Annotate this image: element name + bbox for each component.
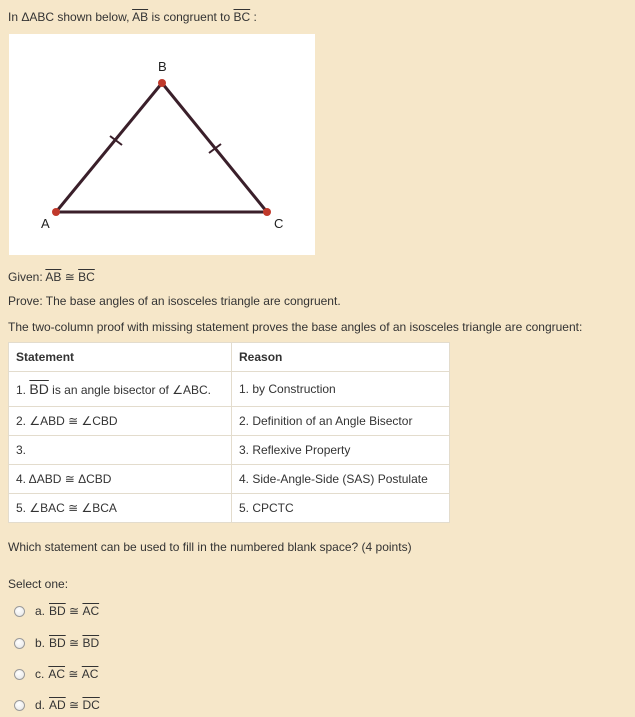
option-letter: b. xyxy=(35,636,46,650)
segment-ab: $\overline{AB}$ xyxy=(132,10,149,24)
label-c: C xyxy=(274,216,284,231)
two-column-intro: The two-column proof with missing statement proves the base angles of an isosceles triangle are congruent: xyxy=(8,320,583,334)
option-seg2: $\overline{AC}$ xyxy=(82,604,100,618)
statement-cell: 5. ∠BAC ≅ ∠BCA xyxy=(9,494,232,523)
statement-cell: 2. ∠ABD ≅ ∠CBD xyxy=(9,407,232,436)
label-a: A xyxy=(41,216,50,231)
intro-suffix: : xyxy=(253,10,257,24)
table-row xyxy=(9,407,450,436)
option-a[interactable] xyxy=(14,604,99,618)
segment-bd: $\overline{BD}$ xyxy=(29,381,49,397)
side-bc xyxy=(162,83,267,212)
option-seg1: $\overline{BD}$ xyxy=(49,604,66,618)
option-letter: c. xyxy=(35,667,45,681)
option-seg1: $\overline{BD}$ xyxy=(49,636,66,650)
table-row xyxy=(9,494,450,523)
option-seg2: $\overline{DC}$ xyxy=(82,698,100,712)
header-statement: Statement xyxy=(9,343,232,372)
radio-button-a[interactable] xyxy=(14,606,25,617)
option-d[interactable] xyxy=(14,698,100,712)
radio-button-d[interactable] xyxy=(14,700,25,711)
congruent-symbol: ≅ xyxy=(69,636,80,650)
intro-line xyxy=(8,10,257,24)
given-line xyxy=(8,270,95,284)
given-label: Given: xyxy=(8,270,43,284)
table-row xyxy=(9,436,450,465)
reason-cell: 5. CPCTC xyxy=(232,494,450,523)
given-segment-ab: $\overline{AB}$ xyxy=(45,270,62,284)
option-seg2: $\overline{AC}$ xyxy=(81,667,99,681)
prove-line: Prove: The base angles of an isosceles triangle are congruent. xyxy=(8,294,341,308)
statement-cell: 3. xyxy=(9,436,232,465)
option-seg1: $\overline{AC}$ xyxy=(48,667,66,681)
option-b[interactable] xyxy=(14,636,99,650)
side-ab xyxy=(56,83,162,212)
reason-cell: 4. Side-Angle-Side (SAS) Postulate xyxy=(232,465,450,494)
reason-cell: 1. by Construction xyxy=(232,372,450,407)
reason-cell: 2. Definition of an Angle Bisector xyxy=(232,407,450,436)
vertex-a xyxy=(52,208,60,216)
intro-prefix: In ΔABC shown below, xyxy=(8,10,130,24)
congruent-symbol: ≅ xyxy=(69,698,80,712)
radio-button-c[interactable] xyxy=(14,669,25,680)
triangle-diagram xyxy=(9,34,315,255)
header-reason: Reason xyxy=(232,343,450,372)
vertex-b xyxy=(158,79,166,87)
statement-cell: 1. $\overline{BD}$ is an angle bisector of ∠ABC. xyxy=(9,372,232,407)
option-seg2: $\overline{BD}$ xyxy=(82,636,100,650)
given-segment-bc: $\overline{BC}$ xyxy=(78,270,95,284)
proof-table xyxy=(8,342,450,523)
table-row xyxy=(9,372,450,407)
reason-cell: 3. Reflexive Property xyxy=(232,436,450,465)
option-letter: d. xyxy=(35,698,46,712)
radio-button-b[interactable] xyxy=(14,638,25,649)
proof-table-header xyxy=(9,343,450,372)
triangle-figure xyxy=(9,34,315,255)
segment-bc: $\overline{BC}$ xyxy=(233,10,251,24)
congruent-symbol: ≅ xyxy=(69,604,80,618)
select-one-label: Select one: xyxy=(8,577,69,591)
intro-middle: is congruent to xyxy=(151,10,231,24)
option-c[interactable] xyxy=(14,667,98,681)
question-text: Which statement can be used to fill in the numbered blank space? (4 points) xyxy=(8,540,412,554)
label-b: B xyxy=(158,59,167,74)
option-seg1: $\overline{AD}$ xyxy=(49,698,66,712)
vertex-c xyxy=(263,208,271,216)
congruent-symbol: ≅ xyxy=(68,667,79,681)
congruent-symbol: ≅ xyxy=(64,270,75,284)
statement-cell: 4. ΔABD ≅ ΔCBD xyxy=(9,465,232,494)
option-letter: a. xyxy=(35,604,46,618)
table-row xyxy=(9,465,450,494)
